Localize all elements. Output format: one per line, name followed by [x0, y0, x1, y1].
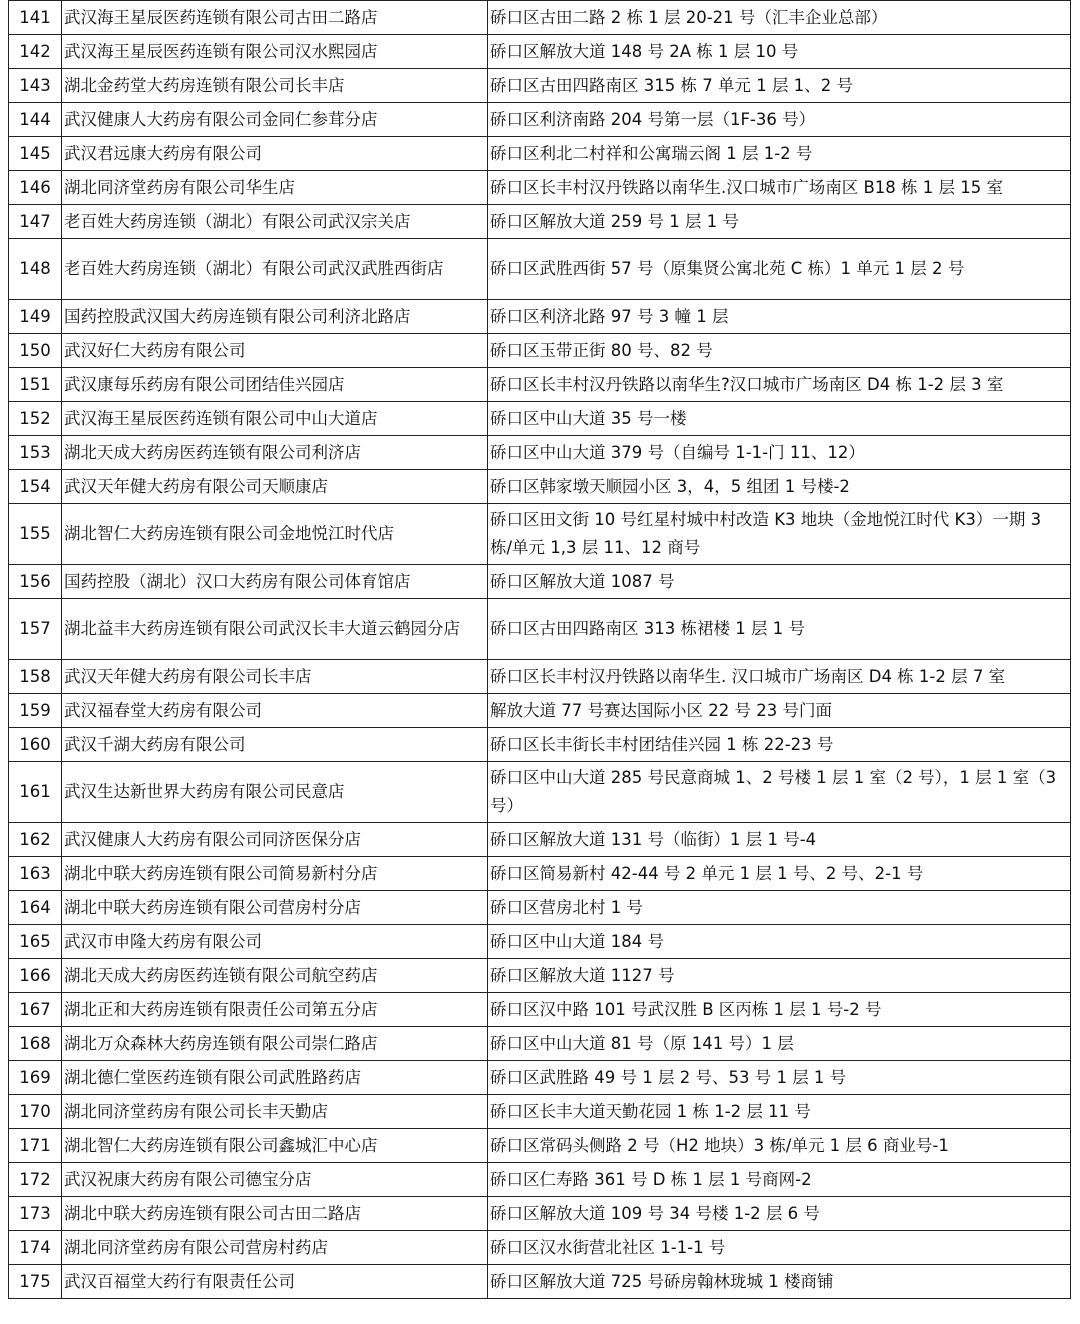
pharmacy-address: 硚口区长丰大道天勤花园 1 栋 1-2 层 11 号: [488, 1095, 1071, 1129]
table-row: [9, 402, 1071, 436]
row-number: 147: [9, 205, 62, 239]
table-row: [9, 504, 1071, 565]
table-row: [9, 300, 1071, 334]
pharmacy-name: 武汉康每乐药房有限公司团结佳兴园店: [62, 368, 488, 402]
table-row: [9, 1027, 1071, 1061]
pharmacy-address: 硚口区长丰村汉丹铁路以南华生?汉口城市广场南区 D4 栋 1-2 层 3 室: [488, 368, 1071, 402]
table-row: [9, 1163, 1071, 1197]
pharmacy-name: 武汉天年健大药房有限公司长丰店: [62, 660, 488, 694]
pharmacy-address: 硚口区解放大道 1127 号: [488, 959, 1071, 993]
pharmacy-name: 湖北中联大药房连锁有限公司古田二路店: [62, 1197, 488, 1231]
pharmacy-address: 硚口区长丰村汉丹铁路以南华生.汉口城市广场南区 B18 栋 1 层 15 室: [488, 171, 1071, 205]
row-number: 142: [9, 35, 62, 69]
row-number: 160: [9, 728, 62, 762]
row-number: 149: [9, 300, 62, 334]
table-row: [9, 368, 1071, 402]
pharmacy-name: 武汉健康人大药房有限公司金同仁参茸分店: [62, 103, 488, 137]
table-row: [9, 660, 1071, 694]
pharmacy-address: 硚口区汉中路 101 号武汉胜 B 区丙栋 1 层 1 号-2 号: [488, 993, 1071, 1027]
pharmacy-address: 硚口区常码头侧路 2 号（H2 地块）3 栋/单元 1 层 6 商业号-1: [488, 1129, 1071, 1163]
pharmacy-name: 湖北天成大药房医药连锁有限公司利济店: [62, 436, 488, 470]
pharmacy-name: 老百姓大药房连锁（湖北）有限公司武汉宗关店: [62, 205, 488, 239]
pharmacy-name: 湖北中联大药房连锁有限公司简易新村分店: [62, 857, 488, 891]
pharmacy-address: 硚口区中山大道 379 号（自编号 1-1-门 11、12）: [488, 436, 1071, 470]
pharmacy-name: 湖北智仁大药房连锁有限公司鑫城汇中心店: [62, 1129, 488, 1163]
table-row: [9, 334, 1071, 368]
table-row: [9, 993, 1071, 1027]
pharmacy-address: 硚口区解放大道 131 号（临街）1 层 1 号-4: [488, 823, 1071, 857]
table-row: [9, 1061, 1071, 1095]
pharmacy-address: 硚口区武胜路 49 号 1 层 2 号、53 号 1 层 1 号: [488, 1061, 1071, 1095]
pharmacy-address: 硚口区长丰村汉丹铁路以南华生. 汉口城市广场南区 D4 栋 1-2 层 7 室: [488, 660, 1071, 694]
pharmacy-name: 湖北同济堂药房有限公司营房村药店: [62, 1231, 488, 1265]
row-number: 171: [9, 1129, 62, 1163]
pharmacy-name: 武汉海王星辰医药连锁有限公司汉水熙园店: [62, 35, 488, 69]
pharmacy-name: 湖北金药堂大药房连锁有限公司长丰店: [62, 69, 488, 103]
pharmacy-name: 国药控股（湖北）汉口大药房有限公司体育馆店: [62, 565, 488, 599]
pharmacy-address: 硚口区古田二路 2 栋 1 层 20-21 号（汇丰企业总部）: [488, 1, 1071, 35]
table-row: [9, 762, 1071, 823]
row-number: 156: [9, 565, 62, 599]
pharmacy-name: 武汉好仁大药房有限公司: [62, 334, 488, 368]
pharmacy-address: 硚口区解放大道 148 号 2A 栋 1 层 10 号: [488, 35, 1071, 69]
row-number: 165: [9, 925, 62, 959]
table-row: [9, 694, 1071, 728]
table-row: [9, 599, 1071, 660]
table-row: [9, 35, 1071, 69]
pharmacy-address: 硚口区武胜西街 57 号（原集贤公寓北苑 C 栋）1 单元 1 层 2 号: [488, 239, 1071, 300]
pharmacy-name: 武汉千湖大药房有限公司: [62, 728, 488, 762]
pharmacy-address: 硚口区解放大道 259 号 1 层 1 号: [488, 205, 1071, 239]
pharmacy-address: 硚口区中山大道 285 号民意商城 1、2 号楼 1 层 1 室（2 号），1 层 1 室（3 号）: [488, 762, 1071, 823]
row-number: 170: [9, 1095, 62, 1129]
row-number: 162: [9, 823, 62, 857]
row-number: 158: [9, 660, 62, 694]
row-number: 175: [9, 1265, 62, 1299]
table-row: [9, 69, 1071, 103]
pharmacy-name: 老百姓大药房连锁（湖北）有限公司武汉武胜西街店: [62, 239, 488, 300]
table-row: [9, 1197, 1071, 1231]
pharmacy-name: 湖北同济堂药房有限公司华生店: [62, 171, 488, 205]
pharmacy-name: 武汉天年健大药房有限公司天顺康店: [62, 470, 488, 504]
row-number: 150: [9, 334, 62, 368]
pharmacy-name: 武汉海王星辰医药连锁有限公司古田二路店: [62, 1, 488, 35]
pharmacy-name: 国药控股武汉国大药房连锁有限公司利济北路店: [62, 300, 488, 334]
table-row: [9, 1129, 1071, 1163]
pharmacy-name: 湖北中联大药房连锁有限公司营房村分店: [62, 891, 488, 925]
row-number: 173: [9, 1197, 62, 1231]
row-number: 172: [9, 1163, 62, 1197]
pharmacy-address: 硚口区解放大道 109 号 34 号楼 1-2 层 6 号: [488, 1197, 1071, 1231]
row-number: 152: [9, 402, 62, 436]
row-number: 154: [9, 470, 62, 504]
pharmacy-name: 武汉百福堂大药行有限责任公司: [62, 1265, 488, 1299]
table-row: [9, 823, 1071, 857]
row-number: 157: [9, 599, 62, 660]
pharmacy-address: 硚口区中山大道 184 号: [488, 925, 1071, 959]
pharmacy-address: 硚口区中山大道 81 号（原 141 号）1 层: [488, 1027, 1071, 1061]
pharmacy-address: 硚口区营房北村 1 号: [488, 891, 1071, 925]
table-row: [9, 1095, 1071, 1129]
row-number: 153: [9, 436, 62, 470]
table-row: [9, 470, 1071, 504]
pharmacy-address: 硚口区中山大道 35 号一楼: [488, 402, 1071, 436]
pharmacy-name: 武汉君远康大药房有限公司: [62, 137, 488, 171]
pharmacy-table: [8, 0, 1071, 1299]
pharmacy-name: 武汉市申隆大药房有限公司: [62, 925, 488, 959]
row-number: 141: [9, 1, 62, 35]
table-row: [9, 1265, 1071, 1299]
row-number: 164: [9, 891, 62, 925]
row-number: 166: [9, 959, 62, 993]
table-row: [9, 1, 1071, 35]
row-number: 169: [9, 1061, 62, 1095]
row-number: 146: [9, 171, 62, 205]
pharmacy-name: 湖北正和大药房连锁有限责任公司第五分店: [62, 993, 488, 1027]
pharmacy-name: 武汉祝康大药房有限公司德宝分店: [62, 1163, 488, 1197]
pharmacy-address: 硚口区解放大道 725 号硚房翰林珑城 1 楼商铺: [488, 1265, 1071, 1299]
row-number: 151: [9, 368, 62, 402]
table-row: [9, 1231, 1071, 1265]
table-row: [9, 205, 1071, 239]
table-row: [9, 103, 1071, 137]
pharmacy-address: 硚口区长丰街长丰村团结佳兴园 1 栋 22-23 号: [488, 728, 1071, 762]
table-row: [9, 565, 1071, 599]
pharmacy-name: 湖北智仁大药房连锁有限公司金地悦江时代店: [62, 504, 488, 565]
pharmacy-name: 湖北益丰大药房连锁有限公司武汉长丰大道云鹤园分店: [62, 599, 488, 660]
pharmacy-address: 硚口区玉带正街 80 号、82 号: [488, 334, 1071, 368]
pharmacy-address: 解放大道 77 号赛达国际小区 22 号 23 号门面: [488, 694, 1071, 728]
pharmacy-address: 硚口区韩家墩天顺园小区 3，4，5 组团 1 号楼-2: [488, 470, 1071, 504]
table-row: [9, 239, 1071, 300]
row-number: 148: [9, 239, 62, 300]
pharmacy-address: 硚口区仁寿路 361 号 D 栋 1 层 1 号商网-2: [488, 1163, 1071, 1197]
table-row: [9, 857, 1071, 891]
pharmacy-address: 硚口区利济北路 97 号 3 幢 1 层: [488, 300, 1071, 334]
table-row: [9, 959, 1071, 993]
row-number: 144: [9, 103, 62, 137]
row-number: 155: [9, 504, 62, 565]
row-number: 174: [9, 1231, 62, 1265]
pharmacy-name: 武汉海王星辰医药连锁有限公司中山大道店: [62, 402, 488, 436]
pharmacy-address: 硚口区解放大道 1087 号: [488, 565, 1071, 599]
pharmacy-address: 硚口区利济南路 204 号第一层（1F-36 号）: [488, 103, 1071, 137]
table-row: [9, 891, 1071, 925]
row-number: 161: [9, 762, 62, 823]
table-row: [9, 137, 1071, 171]
table-row: [9, 171, 1071, 205]
row-number: 163: [9, 857, 62, 891]
pharmacy-table-body: [9, 1, 1071, 1299]
row-number: 167: [9, 993, 62, 1027]
pharmacy-address: 硚口区古田四路南区 315 栋 7 单元 1 层 1、2 号: [488, 69, 1071, 103]
pharmacy-name: 湖北同济堂药房有限公司长丰天勤店: [62, 1095, 488, 1129]
pharmacy-name: 武汉健康人大药房有限公司同济医保分店: [62, 823, 488, 857]
pharmacy-name: 武汉生达新世界大药房有限公司民意店: [62, 762, 488, 823]
row-number: 143: [9, 69, 62, 103]
pharmacy-address: 硚口区古田四路南区 313 栋裙楼 1 层 1 号: [488, 599, 1071, 660]
pharmacy-address: 硚口区利北二村祥和公寓瑞云阁 1 层 1-2 号: [488, 137, 1071, 171]
pharmacy-address: 硚口区田文街 10 号红星村城中村改造 K3 地块（金地悦江时代 K3）一期 3 栋/单元 1,3 层 11、12 商号: [488, 504, 1071, 565]
pharmacy-name: 湖北天成大药房医药连锁有限公司航空药店: [62, 959, 488, 993]
row-number: 168: [9, 1027, 62, 1061]
table-row: [9, 436, 1071, 470]
pharmacy-address: 硚口区汉水街营北社区 1-1-1 号: [488, 1231, 1071, 1265]
row-number: 159: [9, 694, 62, 728]
row-number: 145: [9, 137, 62, 171]
pharmacy-name: 武汉福春堂大药房有限公司: [62, 694, 488, 728]
table-row: [9, 728, 1071, 762]
pharmacy-name: 湖北德仁堂医药连锁有限公司武胜路药店: [62, 1061, 488, 1095]
pharmacy-name: 湖北万众森林大药房连锁有限公司崇仁路店: [62, 1027, 488, 1061]
table-row: [9, 925, 1071, 959]
pharmacy-address: 硚口区简易新村 42-44 号 2 单元 1 层 1 号、2 号、2-1 号: [488, 857, 1071, 891]
